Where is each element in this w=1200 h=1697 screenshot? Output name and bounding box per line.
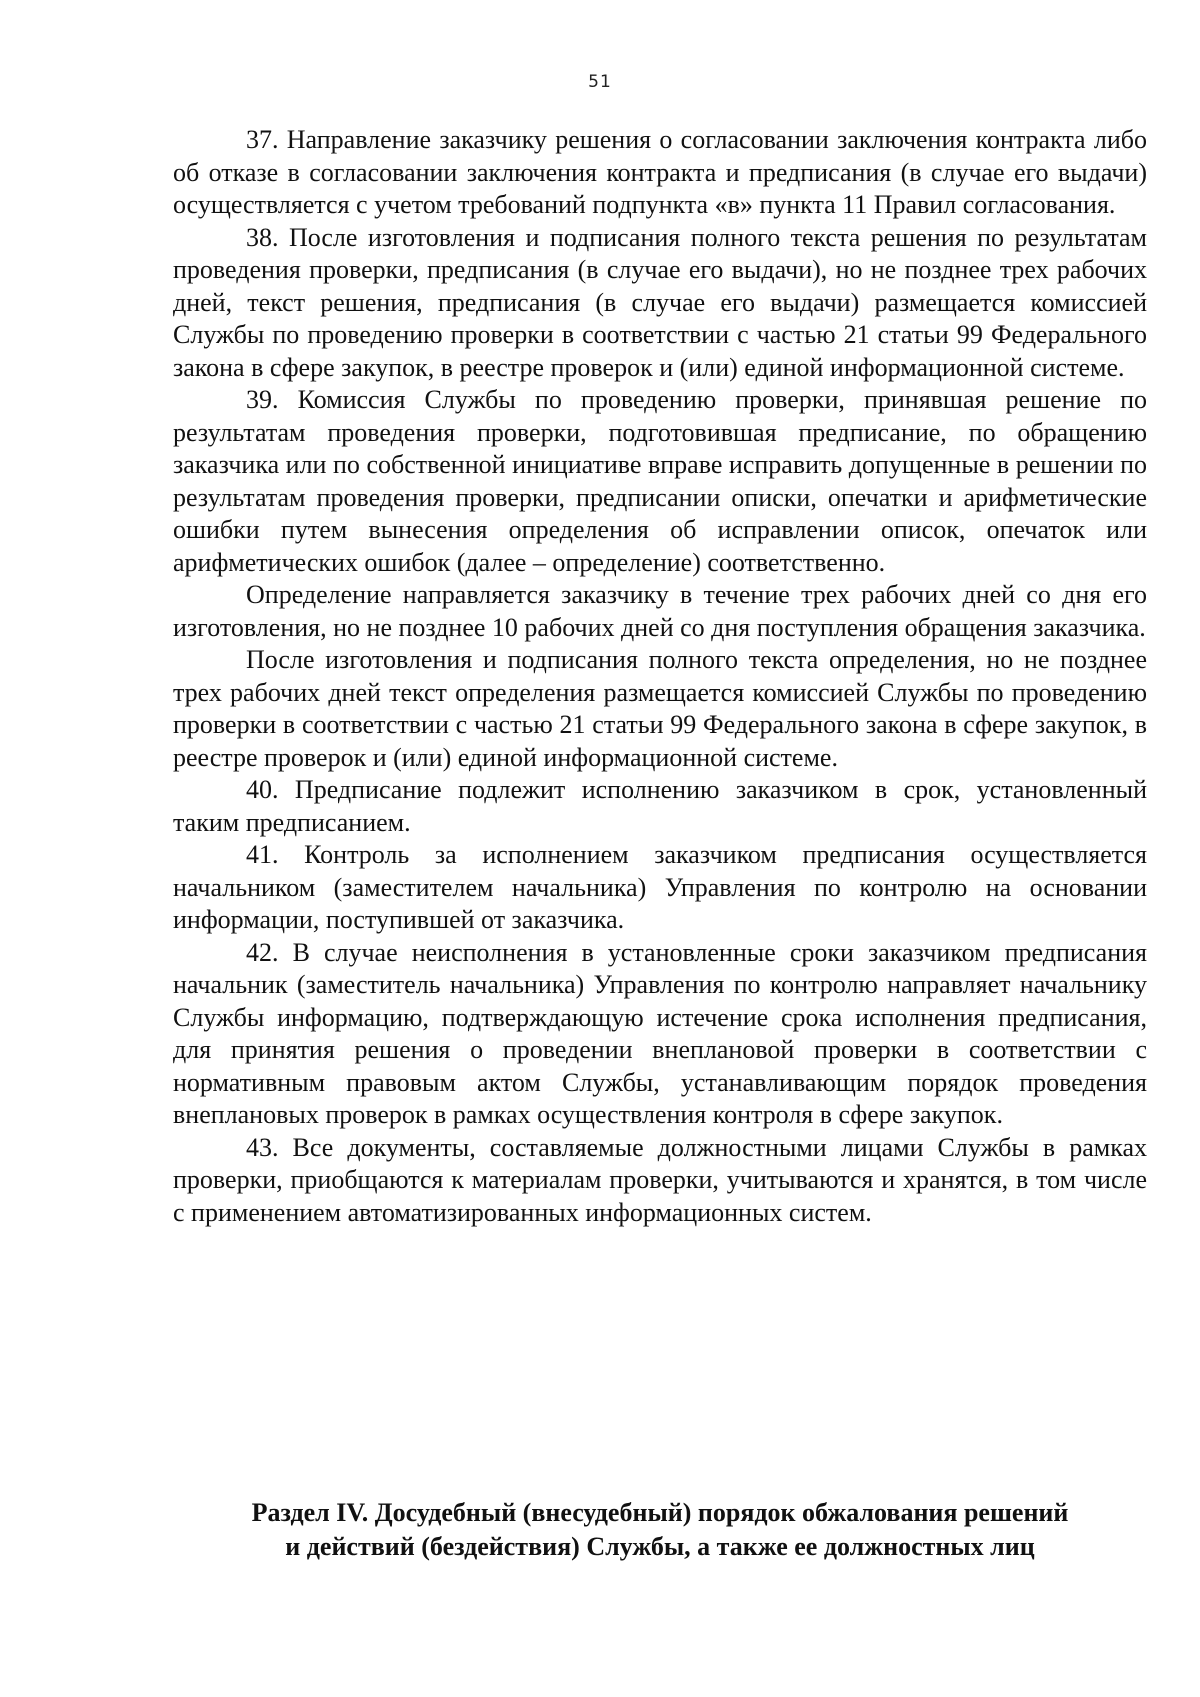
- paragraph-42: 42. В случае неисполнения в установленные сроки заказчиком предписания начальник (заместитель начальника) Управления по контролю направляет начальнику Службы информацию, подтверждающую истечение срока исполнения предписания, для принятия решения о проведении внеплановой проверки в соответствии с нормативным правовым актом Службы, устанавливающим порядок проведения внеплановых проверок в рамках осуществления контроля в сфере закупок.: [173, 937, 1147, 1129]
- page-number: 51: [588, 72, 612, 92]
- paragraph-37: 37. Направление заказчику решения о согласовании заключения контракта либо об отказе в согласовании заключения контракта и предписания (в случае его выдачи) осуществляется с учетом требований подпункта «в» пункта 11 Правил согласования.: [173, 125, 1147, 219]
- paragraph-39-definition-sending: Определение направляется заказчику в течение трех рабочих дней со дня его изготовления, но не позднее 10 рабочих дней со дня поступления обращения заказчика.: [173, 580, 1147, 642]
- section-heading-line-1: Раздел IV. Досудебный (внесудебный) порядок обжалования решений: [251, 1498, 1069, 1527]
- section-heading-line-2: и действий (бездействия) Службы, а также ее должностных лиц: [285, 1532, 1035, 1561]
- paragraph-38: 38. После изготовления и подписания полного текста решения по результатам проведения проверки, предписания (в случае его выдачи), но не позднее трех рабочих дней, текст решения, предписания (в случае его выдачи) размещается комиссией Службы по проведению проверки в соответствии с частью 21 статьи 99 Федерального закона в сфере закупок, в реестре проверок и (или) единой информационной системе.: [173, 222, 1147, 382]
- paragraph-39: 39. Комиссия Службы по проведению проверки, принявшая решение по результатам проведения проверки, подготовившая предписание, по обращению заказчика или по собственной инициативе вправе исправить допущенные в решении по результатам проведения проверки, предписании описки, опечатки и арифметические ошибки путем вынесения определения об исправлении описок, опечаток или арифметических ошибок (далее – определение) соответственно.: [173, 385, 1147, 577]
- section-heading: [173, 1496, 1147, 1564]
- paragraph-41: 41. Контроль за исполнением заказчиком предписания осуществляется начальником (заместителем начальника) Управления по контролю на основании информации, поступившей от заказчика.: [173, 840, 1147, 934]
- paragraph-43: 43. Все документы, составляемые должностными лицами Службы в рамках проверки, приобщаются к материалам проверки, учитываются и хранятся, в том числе с применением автоматизированных информационных систем.: [173, 1132, 1147, 1227]
- paragraph-40: 40. Предписание подлежит исполнению заказчиком в срок, установленный таким предписанием.: [173, 775, 1147, 837]
- document-body: [173, 124, 1147, 1229]
- paragraph-39-definition-posting: После изготовления и подписания полного текста определения, но не позднее трех рабочих дней текст определения размещается комиссией Службы по проведению проверки в соответствии с частью 21 статьи 99 Федерального закона в сфере закупок, в реестре проверок и (или) единой информационной системе.: [173, 645, 1147, 772]
